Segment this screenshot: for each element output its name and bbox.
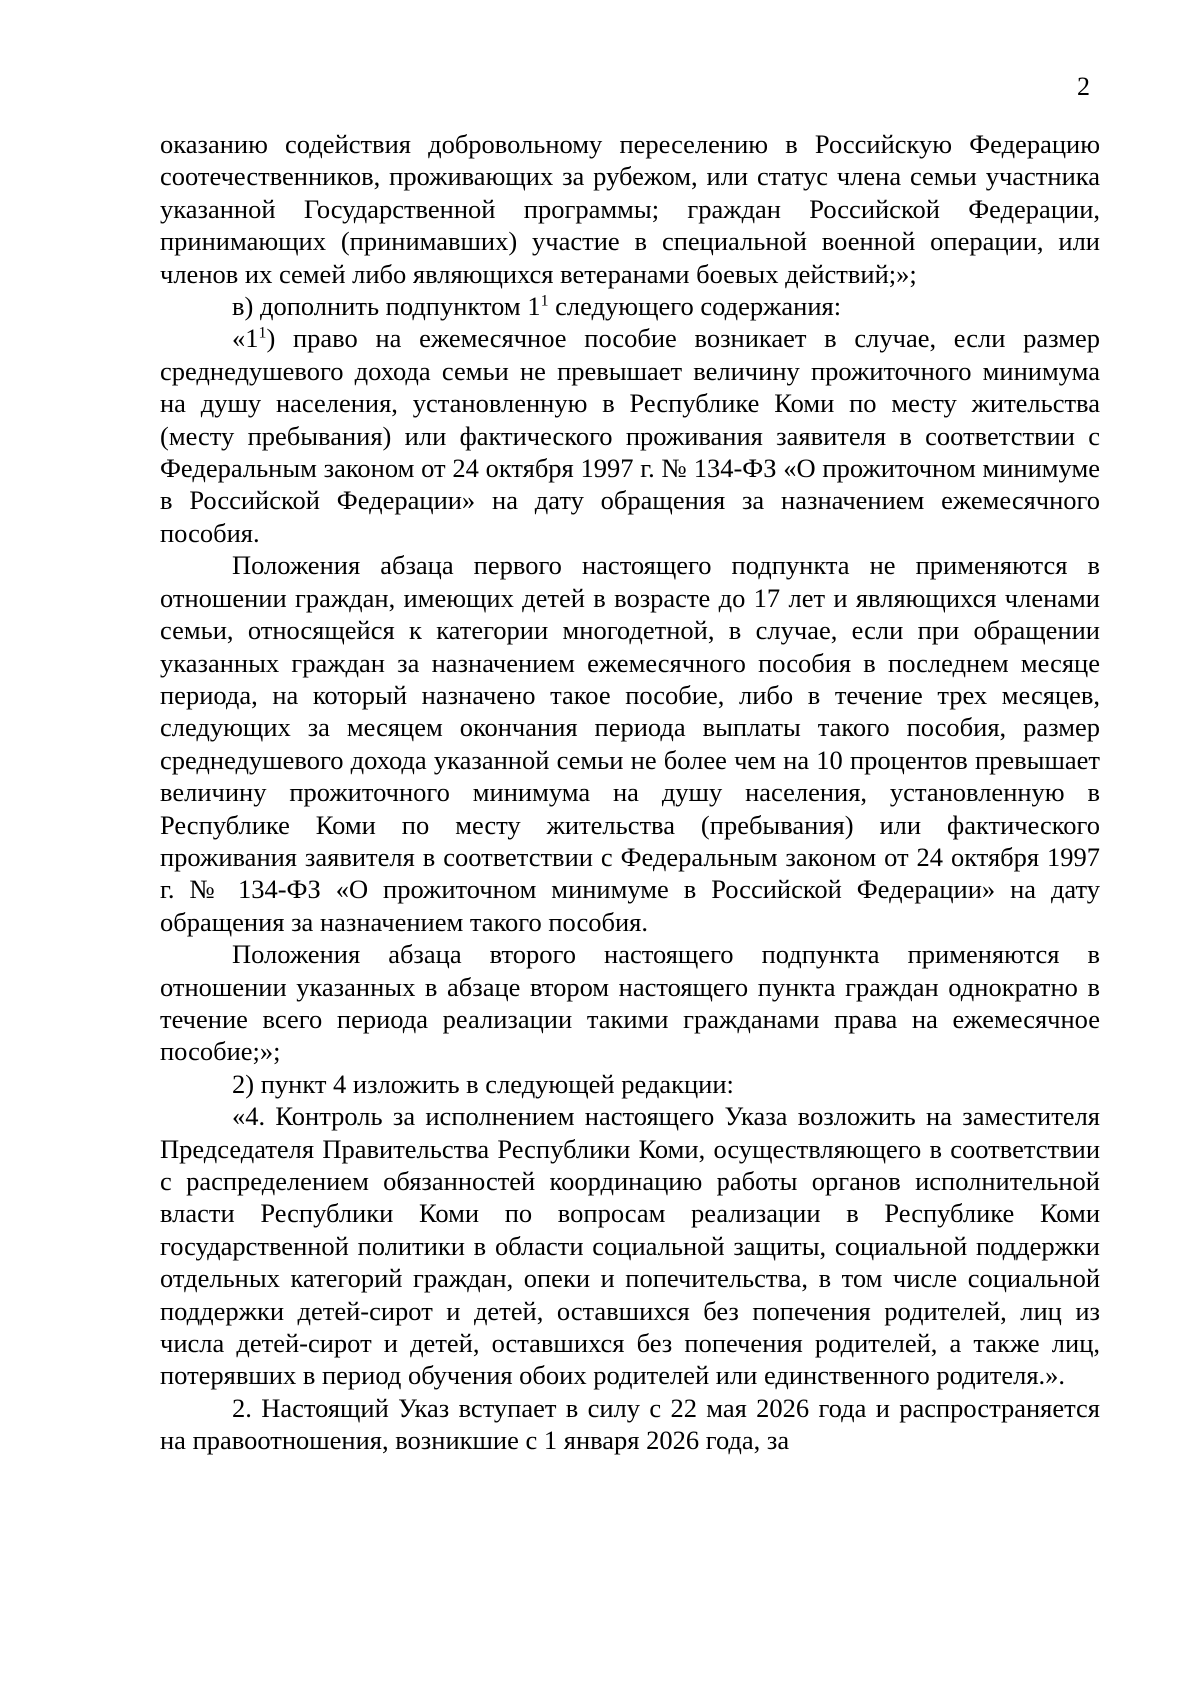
subitem-v-text-after: следующего содержания: [548, 291, 842, 322]
subitem-1-1-text-before: «1 [232, 323, 259, 354]
paragraph-item-4-control: «4. Контроль за исполнением настоящего Указа возложить на заместителя Председателя Правительства Республики Коми, осуществляющего в соответствии с распределением обязанностей координацию работы органов исполнительной власти Республики Коми по вопросам реализации в Республике Коми государственной политики в области социальной защиты, социальной поддержки отдельных категорий граждан, опеки и попечительства, в том числе социальной поддержки детей-сирот и детей, оставшихся без попечения родителей, лиц из числа детей-сирот и детей, оставшихся без попечения родителей, а также лиц, потерявших в период обучения обоих родителей или единственного родителя.». [160, 1101, 1100, 1391]
paragraph-abzac-2: Положения абзаца первого настоящего подпункта не применяются в отношении граждан, имеющих детей в возрасте до 17 лет и являющихся членами семьи, относящейся к категории многодетной, в случае, если при обращении указанных граждан за назначением ежемесячного пособия в последнем месяце периода, на который назначено такое пособие, либо в течение трех месяцев, следующих за месяцем окончания периода выплаты такого пособия, размер среднедушевого дохода указанной семьи не более чем на 10 процентов превышает величину прожиточного минимума на душу населения, установленную в Республике Коми по месту жительства (пребывания) или фактического проживания заявителя в соответствии с Федеральным законом от 24 октября 1997 г. № 134-ФЗ «О прожиточном минимуме в Российской Федерации» на дату обращения за назначением такого пособия. [160, 550, 1100, 937]
subitem-1-1-text-after: ) право на ежемесячное пособие возникает в случае, если размер среднедушевого дохода семьи не превышает величину прожиточного минимума на душу населения, установленную в Республике Коми по месту жительства (месту пребывания) или фактического проживания заявителя в соответствии с Федеральным законом от 24 октября 1997 г. № 134-ФЗ «О прожиточном минимуме в Российской Федерации» на дату обращения за назначением ежемесячного пособия. [160, 323, 1100, 548]
paragraph-item-2: 2) пункт 4 изложить в следующей редакции: [232, 1068, 734, 1099]
subitem-v-text-before: в) дополнить подпунктом 1 [232, 291, 541, 322]
paragraph-subitem-v [160, 290, 1100, 322]
paragraph-continuation: оказанию содействия добровольному переселению в Российскую Федерацию соотечественников, проживающих за рубежом, или статус члена семьи участника указанной Государственной программы; граждан Российской Федерации, принимающих (принимавших) участие в специальной военной операции, или членов их семей либо являющихся ветеранами боевых действий;»; [160, 129, 1100, 289]
paragraph-point-2: 2. Настоящий Указ вступает в силу с 22 мая 2026 года и распространяется на правоотношения, возникшие с 1 января 2026 года, за [160, 1392, 1100, 1456]
paragraph-abzac-3: Положения абзаца второго настоящего подпункта применяются в отношении указанных в абзаце втором настоящего пункта граждан однократно в течение всего периода реализации такими гражданами права на ежемесячное пособие;»; [160, 939, 1100, 1067]
page-number: 2 [1077, 72, 1090, 101]
document-body [160, 128, 1100, 1457]
paragraph-subitem-1-1 [160, 322, 1100, 549]
subitem-v-superscript: 1 [540, 292, 549, 310]
subitem-1-1-superscript: 1 [258, 324, 267, 342]
